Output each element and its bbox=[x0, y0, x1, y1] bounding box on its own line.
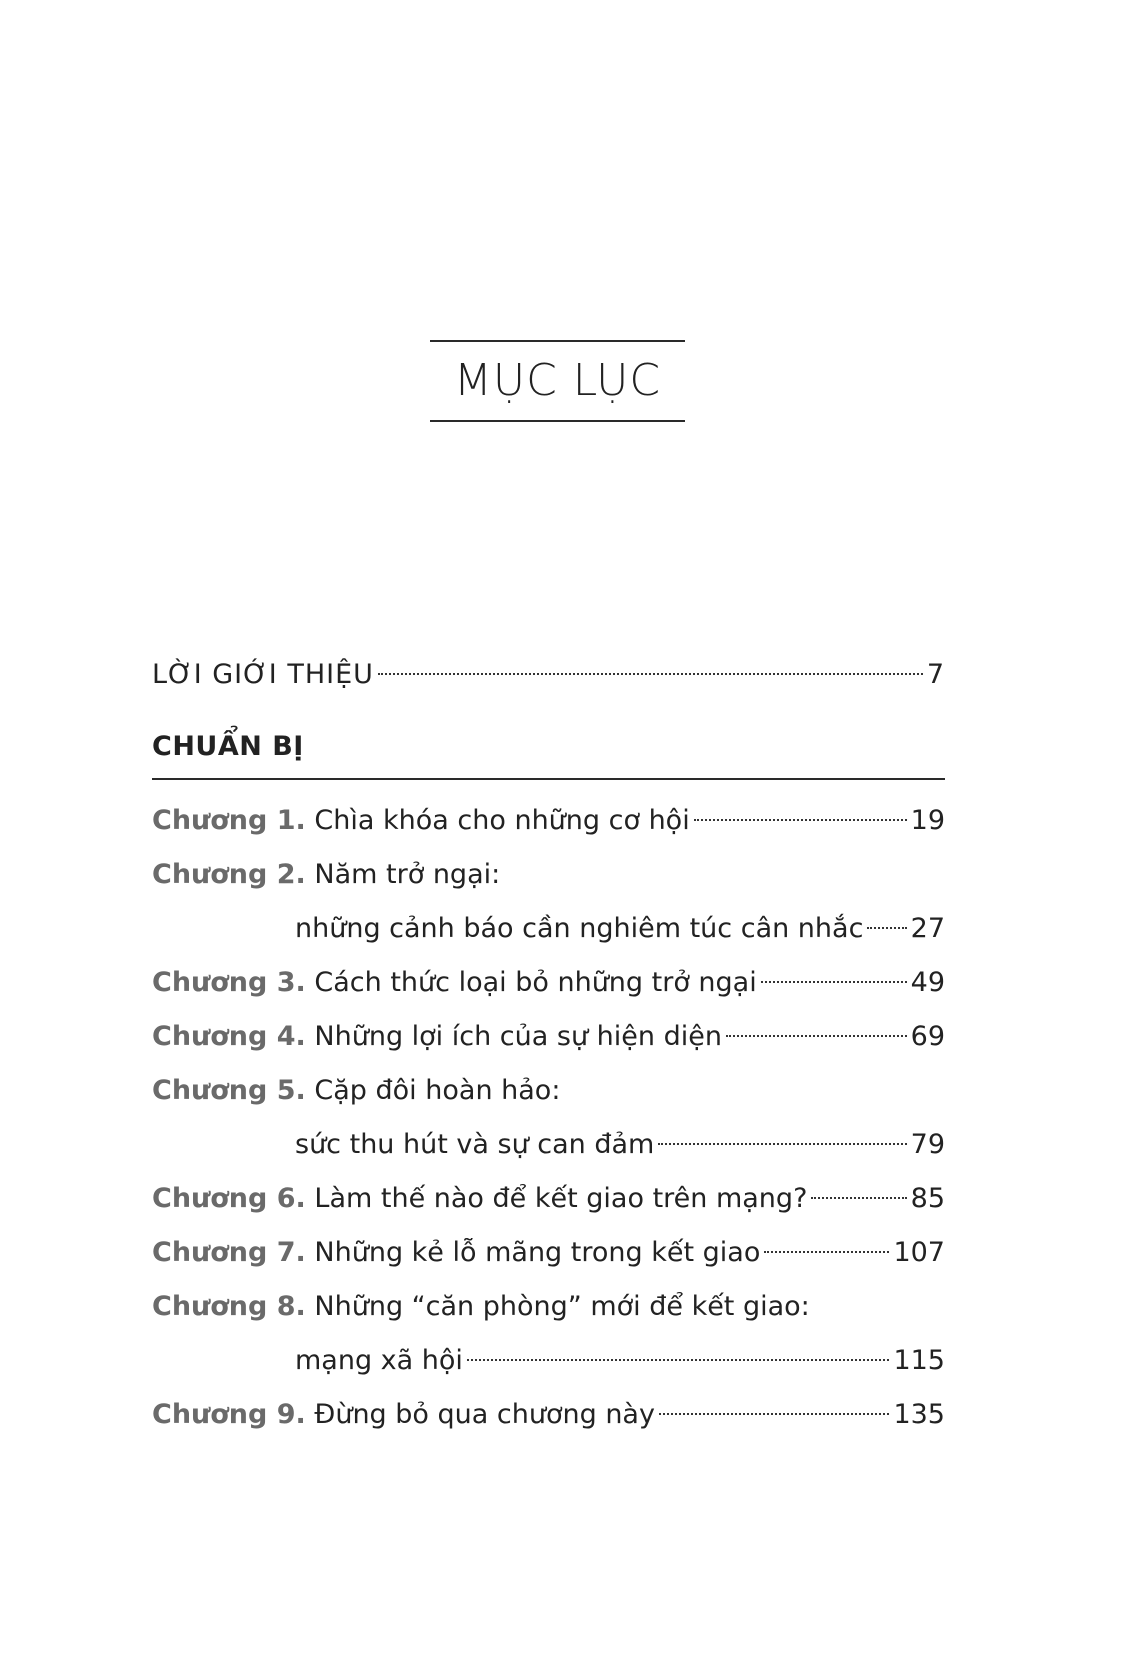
section-rule bbox=[152, 778, 945, 780]
toc-entry-chapter-5-continued[interactable] bbox=[152, 1118, 945, 1172]
page-number: 27 bbox=[910, 913, 945, 944]
dot-leader bbox=[658, 1143, 906, 1145]
chapter-title-continued: mạng xã hội bbox=[295, 1345, 463, 1376]
toc-entry-chapter-8[interactable] bbox=[152, 1280, 945, 1334]
chapter-label: Chương 2. bbox=[152, 859, 306, 890]
section-title: CHUẨN BỊ bbox=[152, 731, 304, 762]
chapter-title-continued: những cảnh báo cần nghiêm túc cân nhắc bbox=[295, 913, 864, 944]
chapter-label: Chương 3. bbox=[152, 967, 306, 998]
page-number: 135 bbox=[893, 1399, 945, 1430]
toc-entry-chapter-2-continued[interactable] bbox=[152, 902, 945, 956]
dot-leader bbox=[378, 673, 923, 675]
toc-entry-chapter-8-continued[interactable] bbox=[152, 1334, 945, 1388]
chapter-title: Làm thế nào để kết giao trên mạng? bbox=[314, 1183, 808, 1214]
chapter-title: Cặp đôi hoàn hảo: bbox=[314, 1075, 561, 1106]
dot-leader bbox=[867, 927, 906, 929]
toc-entry-chapter-7[interactable] bbox=[152, 1226, 945, 1280]
page-number: 107 bbox=[893, 1237, 945, 1268]
toc-entry-chapter-9[interactable] bbox=[152, 1388, 945, 1442]
dot-leader bbox=[811, 1197, 906, 1199]
page-number: 85 bbox=[910, 1183, 945, 1214]
chapter-title: Năm trở ngại: bbox=[314, 859, 501, 890]
dot-leader bbox=[694, 819, 907, 821]
page-title: MỤC LỤC bbox=[453, 355, 662, 406]
toc-entry-chapter-2[interactable] bbox=[152, 848, 945, 902]
dot-leader bbox=[726, 1035, 907, 1037]
chapter-label: Chương 5. bbox=[152, 1075, 306, 1106]
dot-leader bbox=[467, 1359, 890, 1361]
page-number: 79 bbox=[910, 1129, 945, 1160]
toc-entry-chapter-6[interactable] bbox=[152, 1172, 945, 1226]
chapter-title-continued: sức thu hút và sự can đảm bbox=[295, 1129, 655, 1160]
toc-entry-chapter-5[interactable] bbox=[152, 1064, 945, 1118]
chapter-title: Những “căn phòng” mới để kết giao: bbox=[314, 1291, 810, 1322]
dot-leader bbox=[659, 1413, 890, 1415]
toc-entry-chapter-3[interactable] bbox=[152, 956, 945, 1010]
chapter-label: Chương 9. bbox=[152, 1399, 306, 1430]
page-number: 19 bbox=[910, 805, 945, 836]
dot-leader bbox=[764, 1251, 889, 1253]
chapter-label: Chương 1. bbox=[152, 805, 306, 836]
chapter-title: Những lợi ích của sự hiện diện bbox=[314, 1021, 722, 1052]
toc-entry-chapter-4[interactable] bbox=[152, 1010, 945, 1064]
chapter-title: Đừng bỏ qua chương này bbox=[314, 1399, 655, 1430]
entry-title: LỜI GIỚI THIỆU bbox=[152, 659, 374, 690]
toc-entry-chapter-1[interactable] bbox=[152, 794, 945, 848]
dot-leader bbox=[761, 981, 907, 983]
table-of-contents bbox=[152, 648, 945, 1442]
chapter-label: Chương 8. bbox=[152, 1291, 306, 1322]
chapter-label: Chương 4. bbox=[152, 1021, 306, 1052]
page-number: 7 bbox=[926, 659, 945, 690]
chapter-label: Chương 6. bbox=[152, 1183, 306, 1214]
page-number: 49 bbox=[910, 967, 945, 998]
heading-bottom-rule bbox=[430, 420, 685, 422]
chapter-title: Chìa khóa cho những cơ hội bbox=[314, 805, 690, 836]
toc-entry-intro[interactable] bbox=[152, 648, 945, 702]
page-number: 69 bbox=[910, 1021, 945, 1052]
chapter-title: Cách thức loại bỏ những trở ngại bbox=[314, 967, 757, 998]
chapter-title: Những kẻ lỗ mãng trong kết giao bbox=[314, 1237, 761, 1268]
page-number: 115 bbox=[893, 1345, 945, 1376]
chapter-label: Chương 7. bbox=[152, 1237, 306, 1268]
toc-heading bbox=[430, 340, 685, 422]
